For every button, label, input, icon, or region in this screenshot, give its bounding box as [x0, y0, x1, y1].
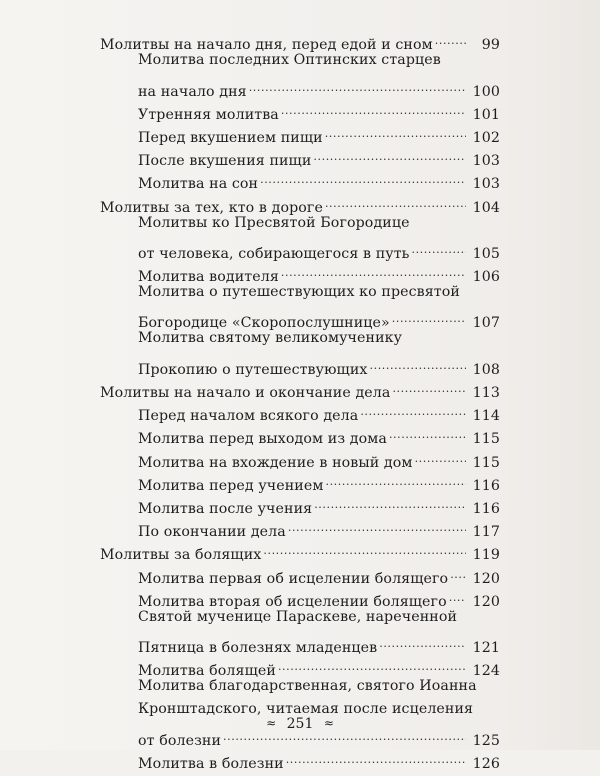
toc-item-title: от болезни	[138, 732, 222, 749]
dot-leader	[314, 490, 466, 513]
toc-entry	[100, 49, 500, 72]
toc-item-title: Молитва перед учением	[138, 477, 324, 494]
dot-leader	[360, 397, 466, 420]
dot-leader	[325, 119, 466, 142]
toc-page-number: 106	[472, 269, 500, 286]
toc-entry	[100, 351, 500, 378]
toc-item-title: Молитва первая об исцелении болящего	[138, 570, 449, 587]
toc-item-title: Богородице «Скоропослушнице»	[138, 315, 390, 332]
page-number: 251	[286, 716, 314, 732]
dot-leader	[313, 142, 466, 165]
left-ornament-icon: ≈	[266, 716, 277, 730]
dot-leader	[392, 374, 466, 397]
toc-page-number: 116	[472, 477, 500, 494]
toc-item-title: Молитва последних Оптинских старцев	[138, 52, 441, 69]
toc-entry	[100, 606, 500, 629]
toc-page-number: 120	[472, 570, 500, 587]
dot-leader	[392, 304, 466, 327]
toc-entry	[100, 258, 500, 286]
toc-item-title: Молитва на вхождение в новый дом	[138, 454, 413, 471]
dot-leader	[450, 559, 466, 582]
toc-entry	[100, 420, 500, 448]
toc-entry	[100, 142, 500, 170]
toc-entry	[100, 559, 500, 587]
toc-page-number: 113	[472, 385, 500, 401]
dot-leader	[389, 420, 466, 443]
toc-entry	[100, 652, 500, 680]
toc-item-title: Кронштадского, читаемая после исцеления	[138, 701, 474, 718]
right-ornament-icon: ≈	[323, 716, 334, 730]
toc-entry	[100, 212, 500, 235]
toc-entry	[100, 72, 500, 100]
dot-leader	[379, 629, 466, 652]
toc-page-number: 105	[472, 245, 500, 262]
toc-item-title: Перед вкушением пищи	[138, 129, 323, 146]
toc-entry	[100, 745, 500, 772]
toc-page-number: 124	[472, 663, 500, 680]
dot-leader	[288, 513, 466, 536]
toc-entry	[100, 629, 500, 657]
toc-item-title: Утренняя молитва	[138, 106, 279, 123]
toc-item-title: Святой мученице Параскеве, нареченной	[138, 608, 458, 625]
toc-page-number: 121	[472, 640, 500, 657]
toc-page-number: 120	[472, 593, 500, 610]
toc-item-title: Молитва благодарственная, святого Иоанна	[138, 678, 477, 695]
toc-entry	[100, 536, 500, 564]
dot-leader	[325, 467, 466, 490]
toc-entry	[100, 26, 500, 54]
dot-leader	[415, 443, 466, 466]
toc-section-title: Молитвы на начало дня, перед едой и сном	[100, 37, 433, 54]
toc-item-title: Молитва в болезни	[138, 756, 284, 772]
dot-leader	[260, 165, 466, 188]
dot-leader	[449, 583, 466, 606]
toc-entry	[100, 583, 500, 610]
page-footer	[0, 716, 600, 732]
toc-entry	[100, 188, 500, 216]
toc-section-title: Молитвы за тех, кто в дороге	[100, 199, 323, 216]
toc-item-title: Молитва перед выходом из дома	[138, 431, 387, 448]
toc-entry	[100, 235, 500, 262]
toc-item-title: от человека, собирающегося в путь	[138, 245, 410, 262]
page-edge-shadow	[530, 0, 600, 750]
toc-item-title: Прокопию о путешествующих	[138, 361, 368, 378]
toc-page-number: 115	[472, 454, 500, 471]
toc-item-title: Пятница в болезнях младенцев	[138, 640, 378, 657]
toc-page-number: 114	[472, 408, 500, 425]
toc-page-number: 119	[472, 547, 500, 564]
dot-leader	[263, 536, 466, 559]
toc-entry	[100, 467, 500, 494]
toc-page-number: 100	[472, 83, 500, 100]
toc-item-title: Молитва на сон	[138, 176, 259, 193]
toc-section-title: Молитвы за болящих	[100, 547, 262, 564]
toc-page-number: 116	[472, 500, 500, 517]
toc-item-title: Молитва о путешествующих ко пресвятой	[138, 284, 460, 301]
toc-item-title: Молитва водителя	[138, 269, 279, 286]
toc-item-title: Молитвы ко Пресвятой Богородице	[138, 214, 410, 231]
toc-entry	[100, 513, 500, 541]
toc-item-title: Молитва вторая об исцелении болящего	[138, 593, 447, 610]
toc-page-number: 107	[472, 315, 500, 332]
toc-page-number: 101	[472, 106, 500, 123]
toc-entry	[100, 281, 500, 304]
toc-page-number: 117	[472, 524, 500, 541]
toc-page-number: 125	[472, 732, 500, 749]
toc-item-title: Молитва святому великомученику	[138, 330, 403, 347]
dot-leader	[325, 188, 466, 211]
dot-leader	[281, 96, 466, 119]
toc-item-title: Молитва болящей	[138, 663, 276, 680]
toc-page-number: 102	[472, 129, 500, 146]
toc-entry	[100, 490, 500, 517]
toc-item-title: Перед началом всякого дела	[138, 408, 359, 425]
table-of-contents	[100, 26, 500, 772]
toc-item-title: После вкушения пищи	[138, 153, 312, 170]
toc-page-number: 103	[472, 176, 500, 193]
toc-page-number: 108	[472, 361, 500, 378]
toc-entry	[100, 374, 500, 401]
toc-page-number: 104	[472, 199, 500, 216]
toc-entry	[100, 165, 500, 193]
dot-leader	[411, 235, 466, 258]
dot-leader	[370, 351, 467, 374]
toc-item-title: на начало дня	[138, 83, 247, 100]
toc-item-title: Молитва после учения	[138, 500, 313, 517]
toc-page-number: 103	[472, 153, 500, 170]
toc-entry	[100, 443, 500, 471]
toc-page-number: 115	[472, 431, 500, 448]
toc-item-title: По окончании дела	[138, 524, 286, 541]
toc-entry	[100, 327, 500, 350]
toc-entry	[100, 96, 500, 123]
toc-entry	[100, 119, 500, 146]
toc-section-title: Молитвы на начало и окончание дела	[100, 385, 391, 401]
toc-entry	[100, 675, 500, 698]
toc-entry	[100, 397, 500, 425]
dot-leader	[278, 652, 466, 675]
toc-page-number: 99	[481, 37, 500, 54]
dot-leader	[249, 72, 466, 95]
toc-page-number: 126	[472, 756, 500, 772]
dot-leader	[281, 258, 466, 281]
toc-entry	[100, 304, 500, 332]
dot-leader	[435, 26, 466, 49]
dot-leader	[286, 745, 466, 768]
